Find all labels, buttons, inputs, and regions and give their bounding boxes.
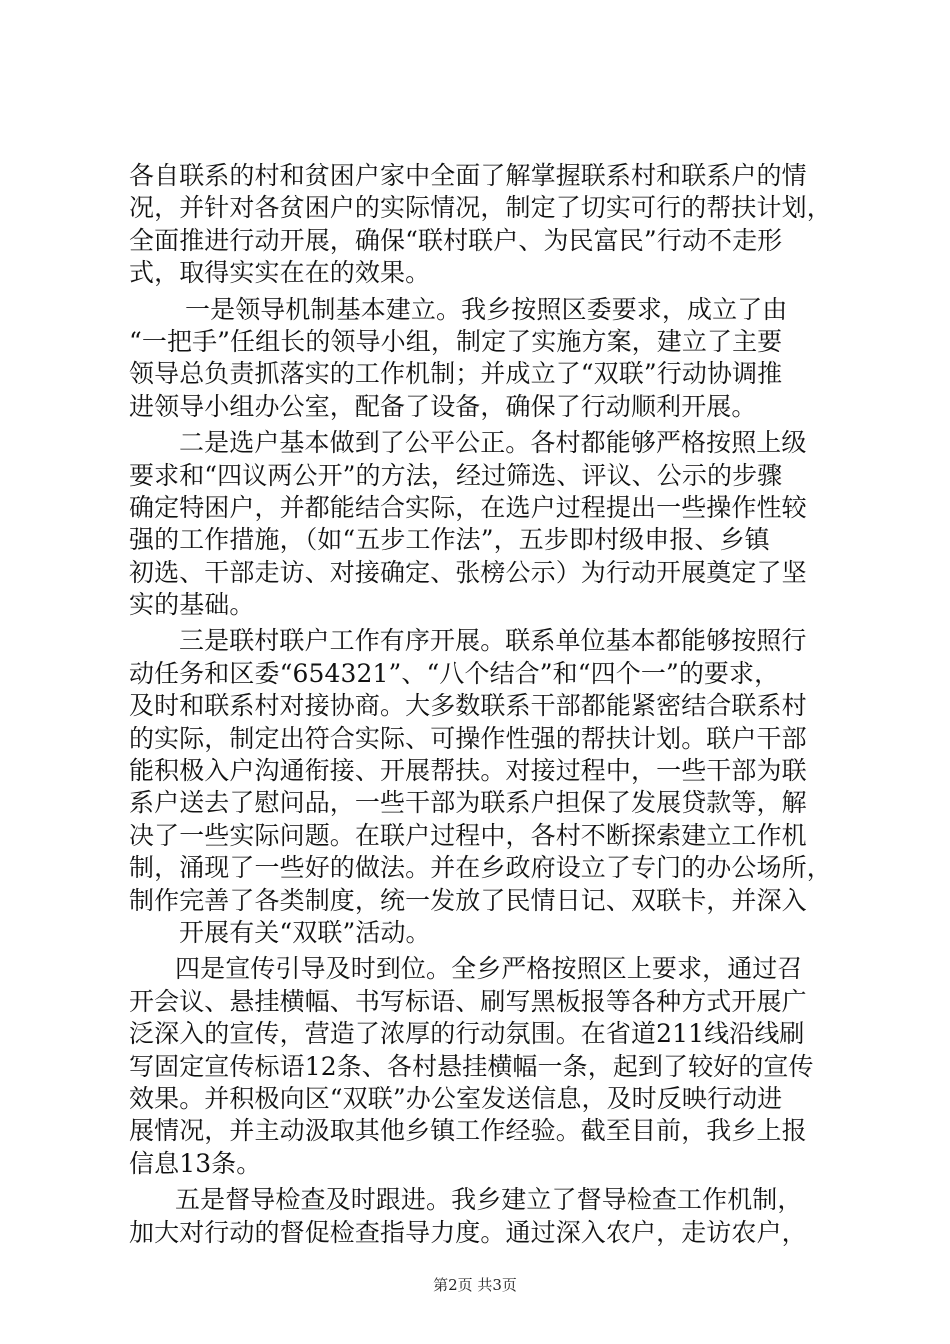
document-body bbox=[129, 160, 832, 1249]
paragraph-first-line: 五是督导检查及时跟进。我乡建立了督导检查工作机制， bbox=[175, 1185, 803, 1215]
paragraph-first-line: 一是领导机制基本建立。我乡按照区委要求，成立了由 bbox=[185, 294, 788, 324]
paragraph-first-line: 三是联村联户工作有序开展。联系单位基本都能够按照行 bbox=[179, 626, 807, 656]
text-line: 各自联系的村和贫困户家中全面了解掌握联系村和联系户的情 bbox=[129, 161, 807, 190]
text-line: 开会议、悬挂横幅、书写标语、刷写黑板报等各种方式开展广 bbox=[129, 986, 807, 1016]
text-line: 强的工作措施，（如“五步工作法”，五步即村级申报、乡镇 bbox=[129, 525, 770, 555]
text-line: 况，并针对各贫困户的实际情况，制定了切实可行的帮扶计划， bbox=[129, 193, 832, 223]
text-line: 确定特困户，并都能结合实际，在选户过程提出一些操作性较 bbox=[129, 492, 807, 522]
text-line: 动任务和区委“654321”、“八个结合”和“四个一”的要求， bbox=[129, 658, 780, 688]
paragraph-first-line: 四是宣传引导及时到位。全乡严格按照区上要求，通过召 bbox=[175, 954, 803, 984]
text-line: 系户送去了慰问品，一些干部为联系户担保了发展贷款等，解 bbox=[129, 788, 807, 818]
text-line: 实的基础。 bbox=[129, 590, 255, 620]
text-line: 效果。并积极向区“双联”办公室发送信息，及时反映行动进 bbox=[129, 1083, 783, 1113]
text-line: 进领导小组办公室，配备了设备，确保了行动顺利开展。 bbox=[129, 391, 757, 421]
page-footer: 第2页 共3页 bbox=[433, 1276, 517, 1294]
text-line: 及时和联系村对接协商。大多数联系干部都能紧密结合联系村 bbox=[129, 691, 807, 721]
text-line: 要求和“四议两公开”的方法，经过筛选、评议、公示的步骤 bbox=[129, 460, 783, 490]
text-line: 式，取得实实在在的效果。 bbox=[129, 258, 431, 288]
text-line: “一把手”任组长的领导小组，制定了实施方案，建立了主要 bbox=[129, 326, 783, 356]
text-line: 信息13条。 bbox=[129, 1148, 262, 1178]
text-line: 领导总负责抓落实的工作机制；并成立了“双联”行动协调推 bbox=[129, 359, 783, 389]
text-line: 写固定宣传标语12条、各村悬挂横幅一条，起到了较好的宣传 bbox=[129, 1051, 814, 1081]
text-line: 制，涌现了一些好的做法。并在乡政府设立了专门的办公场所， bbox=[129, 853, 832, 883]
text-line: 开展有关“双联”活动。 bbox=[179, 917, 431, 947]
text-line: 制作完善了各类制度，统一发放了民情日记、双联卡，并深入 bbox=[129, 885, 807, 915]
text-line: 加大对行动的督促检查指导力度。通过深入农户，走访农户， bbox=[129, 1217, 807, 1247]
text-line: 全面推进行动开展，确保“联村联户、为民富民”行动不走形 bbox=[129, 225, 783, 255]
paragraph-first-line: 二是选户基本做到了公平公正。各村都能够严格按照上级 bbox=[179, 428, 807, 458]
text-line: 初选、干部走访、对接确定、张榜公示）为行动开展奠定了坚 bbox=[129, 557, 807, 587]
text-line: 能积极入户沟通衔接、开展帮扶。对接过程中，一些干部为联 bbox=[129, 756, 807, 786]
text-line: 的实际，制定出符合实际、可操作性强的帮扶计划。联户干部 bbox=[129, 723, 807, 753]
text-line: 决了一些实际问题。在联户过程中，各村不断探索建立工作机 bbox=[129, 820, 807, 850]
text-line: 泛深入的宣传，营造了浓厚的行动氛围。在省道211线沿线刷 bbox=[129, 1019, 805, 1049]
text-line: 展情况，并主动汲取其他乡镇工作经验。截至目前，我乡上报 bbox=[129, 1116, 807, 1146]
